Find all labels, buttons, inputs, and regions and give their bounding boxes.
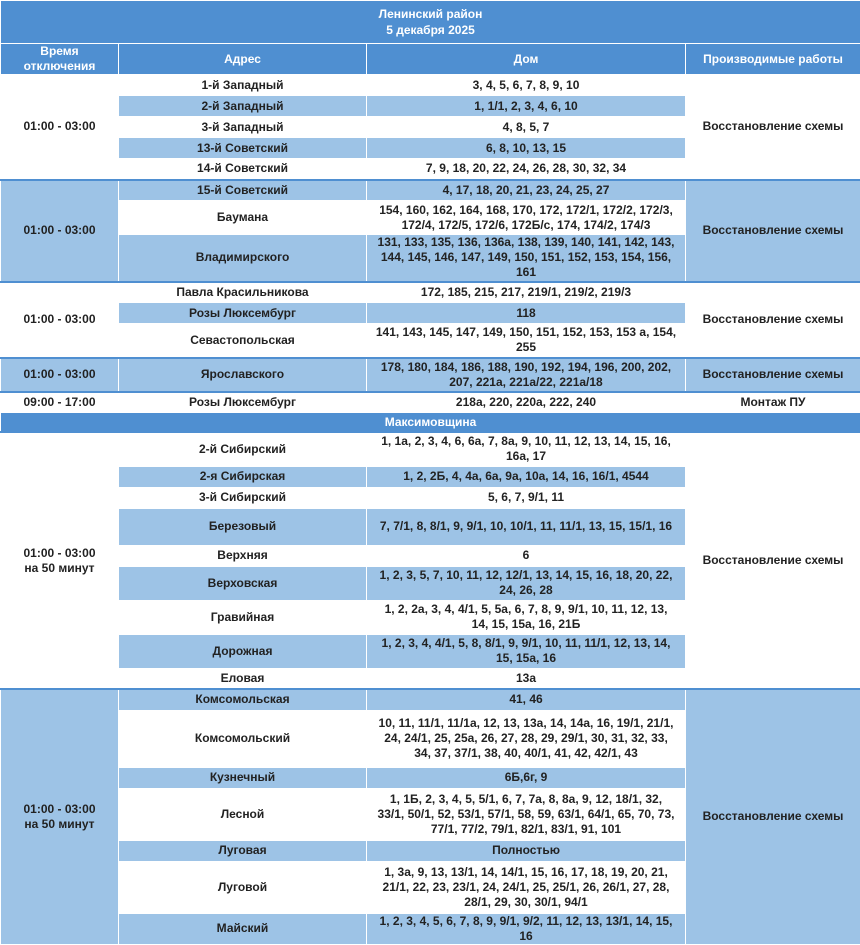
address-cell: 1-й Западный (119, 75, 367, 96)
house-numbers-cell: 41, 46 (367, 689, 686, 710)
address-cell: Луговой (119, 861, 367, 913)
column-header-address: Адрес (119, 44, 367, 75)
house-numbers-cell: 10, 11, 11/1, 11/1а, 12, 13, 13а, 14, 14а, 16, 19/1, 21/1, 24, 24/1, 25, 25а, 26, 27, 28, 29, 29/1, 30, 31, 32, 33, 34, 37, 37/1, 38, 40, 40/1, 41, 42, 42/1, 43 (367, 710, 686, 767)
section-title: Максимовщина (1, 413, 860, 433)
outage-time: 01:00 - 03:00 (9, 223, 110, 238)
outage-time: 09:00 - 17:00 (9, 395, 110, 410)
house-numbers-cell: 6 (367, 545, 686, 566)
address-cell: 2-й Сибирский (119, 432, 367, 466)
address-cell: Ярославского (119, 358, 367, 392)
house-numbers-cell: 154, 160, 162, 164, 168, 170, 172, 172/1, 172/2, 172/3, 172/4, 172/5, 172/6, 172Б/с, 174, 174/2, 174/3 (367, 201, 686, 235)
house-numbers-cell: 1, 1Б, 2, 3, 4, 5, 5/1, 6, 7, 7а, 8, 8а, 9, 12, 18/1, 32, 33/1, 50/1, 52, 53/1, 57/1, 58, 59, 63/1, 64/1, 65, 70, 73, 77/1, 77/2, 79/1, 82/1, 83/1, 91, 101 (367, 788, 686, 840)
house-numbers-cell: 7, 7/1, 8, 8/1, 9, 9/1, 10, 10/1, 11, 11/1, 13, 15, 15/1, 16 (367, 508, 686, 545)
column-header-house: Дом (367, 44, 686, 75)
house-numbers-cell: 172, 185, 215, 217, 219/1, 219/2, 219/3 (367, 282, 686, 303)
header-row (1, 44, 860, 75)
work-type-cell: Восстановление схемы (686, 282, 860, 358)
address-cell: Павла Красильникова (119, 282, 367, 303)
address-cell: Майский (119, 913, 367, 944)
work-type-cell: Восстановление схемы (686, 358, 860, 392)
address-cell: Комсомольская (119, 689, 367, 710)
house-numbers-cell: 1, 2, 2а, 3, 4, 4/1, 5, 5а, 6, 7, 8, 9, 9/1, 10, 11, 12, 13, 14, 15, 15а, 16, 21Б (367, 600, 686, 634)
outage-time-cell (1, 180, 119, 282)
work-type-cell: Восстановление схемы (686, 75, 860, 180)
address-cell: Розы Люксембург (119, 303, 367, 324)
house-numbers-cell: 4, 8, 5, 7 (367, 117, 686, 138)
address-cell: Луговая (119, 840, 367, 861)
house-numbers-cell: 141, 143, 145, 147, 149, 150, 151, 152, 153, 153 а, 154, 255 (367, 324, 686, 358)
address-cell: 15-й Советский (119, 180, 367, 201)
house-numbers-cell: 3, 4, 5, 6, 7, 8, 9, 10 (367, 75, 686, 96)
address-cell: Кузнечный (119, 767, 367, 788)
address-cell: Гравийная (119, 600, 367, 634)
address-cell: Баумана (119, 201, 367, 235)
address-cell: Розы Люксембург (119, 392, 367, 413)
address-cell: 3-й Сибирский (119, 487, 367, 508)
address-cell: Владимирского (119, 235, 367, 282)
house-numbers-cell: 131, 133, 135, 136, 136а, 138, 139, 140, 141, 142, 143, 144, 145, 146, 147, 149, 150, 151, 152, 153, 154, 156, 161 (367, 235, 686, 282)
table-row (1, 180, 860, 201)
column-header-work: Производимые работы (686, 44, 860, 75)
outage-time: 01:00 - 03:00 (9, 119, 110, 134)
address-cell: 2-й Западный (119, 96, 367, 117)
address-cell: Лесной (119, 788, 367, 840)
outage-time: 01:00 - 03:00 (9, 312, 110, 327)
outage-duration: на 50 минут (9, 817, 110, 832)
house-numbers-cell: Полностью (367, 840, 686, 861)
house-numbers-cell: 5, 6, 7, 9/1, 11 (367, 487, 686, 508)
table-row (1, 432, 860, 466)
house-numbers-cell: 6Б,6г, 9 (367, 767, 686, 788)
address-cell: 13-й Советский (119, 138, 367, 159)
table-body (1, 75, 860, 945)
address-cell: Комсомольский (119, 710, 367, 767)
table-row (1, 282, 860, 303)
house-numbers-cell: 1, 1а, 2, 3, 4, 6, 6а, 7, 8а, 9, 10, 11, 12, 13, 14, 15, 16, 16а, 17 (367, 432, 686, 466)
house-numbers-cell: 1, 2, 2Б, 4, 4а, 6а, 9а, 10а, 14, 16, 16/1, 4544 (367, 466, 686, 487)
work-type-cell: Восстановление схемы (686, 432, 860, 689)
house-numbers-cell: 7, 9, 18, 20, 22, 24, 26, 28, 30, 32, 34 (367, 159, 686, 180)
address-cell: Дорожная (119, 634, 367, 668)
date-title: 5 декабря 2025 (9, 22, 852, 38)
table-row (1, 392, 860, 413)
address-cell: 3-й Западный (119, 117, 367, 138)
house-numbers-cell: 6, 8, 10, 13, 15 (367, 138, 686, 159)
column-header-time: Время отключения (1, 44, 119, 75)
house-numbers-cell: 1, 2, 3, 4, 5, 6, 7, 8, 9, 9/1, 9/2, 11, 12, 13, 13/1, 14, 15, 16 (367, 913, 686, 944)
district-title: Ленинский район (9, 6, 852, 22)
house-numbers-cell: 1, 2, 3, 4, 4/1, 5, 8, 8/1, 9, 9/1, 10, 11, 11/1, 12, 13, 14, 15, 15а, 16 (367, 634, 686, 668)
outage-duration: на 50 минут (9, 561, 110, 576)
outage-time: 01:00 - 03:00 (9, 802, 110, 817)
house-numbers-cell: 1, 3а, 9, 13, 13/1, 14, 14/1, 15, 16, 17, 18, 19, 20, 21, 21/1, 22, 23, 23/1, 24, 24/1, 25, 25/1, 26, 26/1, 27, 28, 28/1, 29, 30, 30/1, 94/1 (367, 861, 686, 913)
table-banner (1, 1, 860, 44)
outage-time-cell (1, 432, 119, 689)
house-numbers-cell: 4, 17, 18, 20, 21, 23, 24, 25, 27 (367, 180, 686, 201)
house-numbers-cell: 1, 1/1, 2, 3, 4, 6, 10 (367, 96, 686, 117)
address-cell: Еловая (119, 668, 367, 689)
house-numbers-cell: 13а (367, 668, 686, 689)
house-numbers-cell: 218а, 220, 220а, 222, 240 (367, 392, 686, 413)
outage-time: 01:00 - 03:00 (9, 546, 110, 561)
house-numbers-cell: 118 (367, 303, 686, 324)
address-cell: Березовый (119, 508, 367, 545)
address-cell: Севастопольская (119, 324, 367, 358)
outage-time-cell (1, 358, 119, 392)
table-row (1, 689, 860, 710)
work-type-cell: Восстановление схемы (686, 689, 860, 944)
outage-time: 01:00 - 03:00 (9, 367, 110, 382)
table-row (1, 75, 860, 96)
address-cell: Верховская (119, 566, 367, 600)
outage-time-cell (1, 392, 119, 413)
outage-time-cell (1, 689, 119, 944)
address-cell: 14-й Советский (119, 159, 367, 180)
work-type-cell: Восстановление схемы (686, 180, 860, 282)
address-cell: 2-я Сибирская (119, 466, 367, 487)
outage-time-cell (1, 75, 119, 180)
work-type-cell: Монтаж ПУ (686, 392, 860, 413)
house-numbers-cell: 1, 2, 3, 5, 7, 10, 11, 12, 12/1, 13, 14, 15, 16, 18, 20, 22, 24, 26, 28 (367, 566, 686, 600)
address-cell: Верхняя (119, 545, 367, 566)
outage-time-cell (1, 282, 119, 358)
table-row (1, 358, 860, 392)
section-row (1, 413, 860, 433)
house-numbers-cell: 178, 180, 184, 186, 188, 190, 192, 194, 196, 200, 202, 207, 221а, 221а/22, 221а/18 (367, 358, 686, 392)
